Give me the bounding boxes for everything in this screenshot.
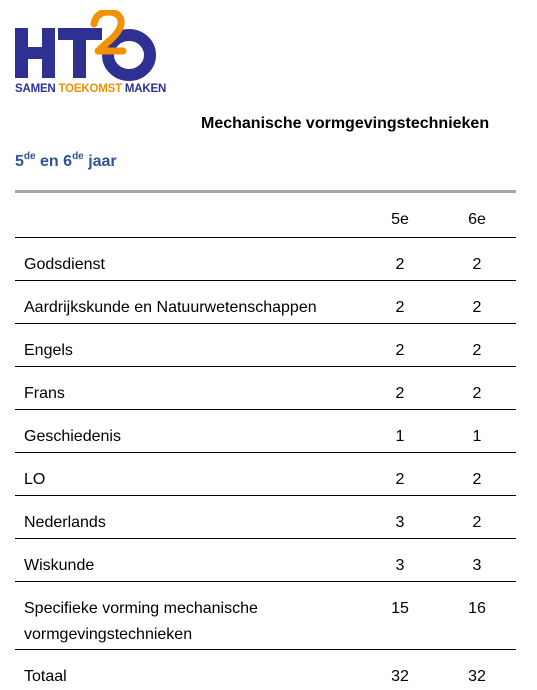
table-row bbox=[15, 281, 516, 324]
row-subject: Aardrijkskunde en Natuurwetenschappen bbox=[24, 299, 317, 316]
heading-joiner: en bbox=[40, 153, 59, 170]
table-row bbox=[15, 238, 516, 281]
row-year-5-hours: 2 bbox=[395, 385, 405, 402]
table-total-row bbox=[15, 650, 516, 690]
heading-year-first-sup: de bbox=[23, 151, 36, 162]
row-subject: Engels bbox=[24, 342, 73, 359]
row-subject: Specifieke vorming mechanische vormgevingstechnieken bbox=[24, 600, 258, 643]
logo-tagline bbox=[15, 83, 166, 95]
row-subject: LO bbox=[24, 471, 46, 488]
section-heading bbox=[15, 153, 117, 171]
table-row bbox=[15, 582, 516, 650]
heading-year-second-sup: de bbox=[72, 151, 84, 162]
row-subject: Nederlands bbox=[24, 514, 106, 531]
row-year-5-hours: 1 bbox=[395, 428, 405, 445]
total-label: Totaal bbox=[24, 668, 67, 685]
table-row bbox=[15, 539, 516, 582]
row-year-6-hours: 2 bbox=[472, 514, 482, 531]
row-year-6-hours: 2 bbox=[472, 256, 482, 273]
table-row bbox=[15, 453, 516, 496]
row-year-6-hours: 3 bbox=[472, 557, 482, 574]
row-subject: Geschiedenis bbox=[24, 428, 121, 445]
row-year-5-hours: 15 bbox=[391, 600, 409, 617]
row-subject: Wiskunde bbox=[24, 557, 95, 574]
row-year-6-hours: 2 bbox=[472, 299, 482, 316]
tagline-word-3: MAKEN bbox=[124, 83, 167, 95]
table-row bbox=[15, 367, 516, 410]
total-year-5-hours: 32 bbox=[391, 668, 409, 685]
heading-year-first: 5 bbox=[15, 153, 24, 170]
tagline-word-2: TOEKOMST bbox=[58, 83, 122, 95]
row-subject: Godsdienst bbox=[24, 256, 105, 273]
lesson-hours-table bbox=[15, 190, 516, 690]
table-row bbox=[15, 410, 516, 453]
ht2o-logo-mark bbox=[14, 10, 164, 86]
row-year-5-hours: 2 bbox=[395, 471, 405, 488]
heading-suffix: jaar bbox=[88, 153, 117, 170]
row-year-5-hours: 2 bbox=[395, 299, 405, 316]
row-subject: Frans bbox=[24, 385, 65, 402]
row-year-5-hours: 2 bbox=[395, 342, 405, 359]
row-year-6-hours: 16 bbox=[468, 600, 486, 617]
total-year-6-hours: 32 bbox=[468, 668, 486, 685]
table-header-row bbox=[15, 193, 516, 238]
table-row bbox=[15, 496, 516, 539]
header-year-5: 5e bbox=[391, 211, 409, 228]
row-year-5-hours: 3 bbox=[395, 557, 405, 574]
row-year-6-hours: 2 bbox=[472, 342, 482, 359]
row-year-6-hours: 1 bbox=[472, 428, 482, 445]
document-title: Mechanische vormgevingstechnieken bbox=[201, 115, 490, 132]
table-row bbox=[15, 324, 516, 367]
row-year-6-hours: 2 bbox=[472, 385, 482, 402]
row-year-5-hours: 3 bbox=[395, 514, 405, 531]
row-year-6-hours: 2 bbox=[472, 471, 482, 488]
tagline-word-1: SAMEN bbox=[15, 83, 56, 95]
header-year-6: 6e bbox=[468, 211, 486, 228]
row-year-5-hours: 2 bbox=[395, 256, 405, 273]
heading-year-second: 6 bbox=[63, 153, 73, 170]
